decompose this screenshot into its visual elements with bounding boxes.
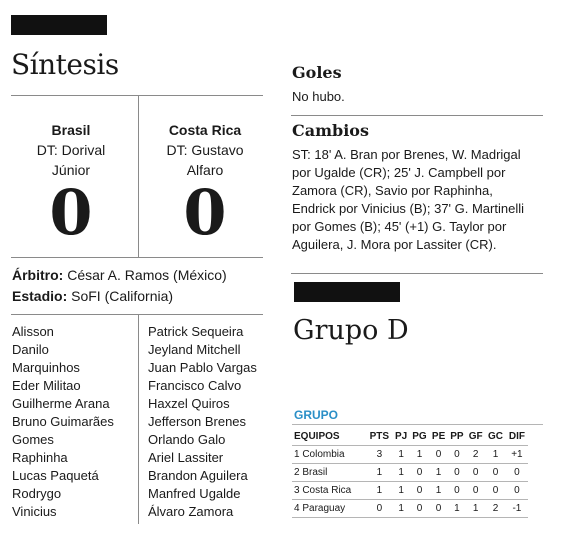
away-score: 0: [183, 176, 227, 249]
list-item: Gomes: [12, 432, 54, 447]
table-header-row: [292, 427, 528, 446]
table-cell: 1: [393, 482, 410, 500]
table-row: [292, 482, 528, 500]
standings-label: GRUPO: [294, 408, 339, 422]
table-cell: 0: [429, 500, 447, 518]
table-cell: 3 Costa Rica: [292, 482, 366, 500]
table-cell: 0: [485, 464, 506, 482]
list-item: Marquinhos: [12, 360, 80, 375]
list-item: Jefferson Brenes: [148, 414, 247, 429]
column-header: PE: [431, 430, 446, 442]
divider: [11, 257, 263, 258]
column-header: GF: [468, 430, 483, 442]
table-row: [292, 500, 528, 518]
cambios-line: por Ugalde (CR); 25' J. Campbell por: [292, 165, 506, 180]
referee-value: César A. Ramos (México): [67, 267, 227, 283]
list-item: Raphinha: [12, 450, 68, 465]
list-item: Vinicius: [12, 504, 57, 519]
table-cell: 1: [393, 446, 410, 464]
list-item: Alisson: [12, 324, 54, 339]
cambios-heading: Cambios: [292, 121, 369, 140]
column-header: GC: [487, 430, 503, 442]
table-cell: 0: [366, 500, 393, 518]
list-item: Jeyland Mitchell: [148, 342, 241, 357]
list-item: Haxzel Quiros: [148, 396, 230, 411]
cambios-line: Aguilera, J. Mora por Lassiter (CR).: [292, 237, 497, 252]
home-team-name: Brasil: [51, 122, 91, 138]
home-lineup: [12, 323, 114, 521]
grupo-title: Grupo D: [293, 315, 409, 346]
list-item: Brandon Aguilera: [148, 468, 248, 483]
section-header-bar: [294, 282, 400, 302]
list-item: Rodrygo: [12, 486, 62, 501]
column-header: DIF: [508, 430, 525, 442]
table-cell: 1: [393, 500, 410, 518]
table-cell: -1: [506, 500, 528, 518]
divider: [11, 95, 263, 96]
table-cell: 0: [506, 482, 528, 500]
stadium-line: [12, 286, 173, 306]
table-cell: +1: [506, 446, 528, 464]
divider: [292, 424, 543, 425]
divider: [138, 314, 139, 524]
divider: [291, 273, 543, 274]
stadium-value: SoFI (California): [71, 288, 174, 304]
table-cell: 1: [410, 446, 430, 464]
goles-heading: Goles: [292, 63, 342, 82]
table-cell: 2: [466, 446, 485, 464]
table-cell: 4 Paraguay: [292, 500, 366, 518]
table-row: [292, 464, 528, 482]
column-header: EQUIPOS: [294, 430, 340, 442]
list-item: Francisco Calvo: [148, 378, 242, 393]
column-header: PG: [412, 430, 427, 442]
cambios-text: [292, 146, 524, 254]
cambios-line: Endrick por Vinicius (B); 37' G. Martinelli: [292, 201, 524, 216]
table-cell: 0: [485, 482, 506, 500]
cambios-line: ST: 18' A. Bran por Brenes, W. Madrigal: [292, 147, 521, 162]
away-team-block: [145, 120, 265, 249]
column-header: PJ: [395, 430, 408, 442]
home-coach: DT: Dorival: [36, 142, 106, 158]
divider: [138, 95, 139, 257]
cambios-line: por Gomes (B); 45' (+1) G. Taylor por: [292, 219, 507, 234]
table-cell: 1: [485, 446, 506, 464]
table-cell: 1: [429, 482, 447, 500]
home-coach-cont: Júnior: [51, 162, 91, 178]
table-cell: 0: [466, 482, 485, 500]
divider: [11, 314, 263, 315]
table-cell: 1: [366, 464, 393, 482]
standings-table: [292, 427, 528, 518]
away-team-name: Costa Rica: [168, 122, 242, 138]
list-item: Guilherme Arana: [12, 396, 110, 411]
table-cell: 0: [448, 446, 466, 464]
goles-text: No hubo.: [292, 89, 345, 104]
table-cell: 0: [466, 464, 485, 482]
home-team-block: [11, 120, 131, 249]
table-cell: 0: [506, 464, 528, 482]
table-cell: 1: [429, 464, 447, 482]
list-item: Danilo: [12, 342, 49, 357]
list-item: Eder Militao: [12, 378, 81, 393]
list-item: Patrick Sequeira: [148, 324, 244, 339]
table-cell: 0: [410, 482, 430, 500]
list-item: Lucas Paquetá: [12, 468, 99, 483]
table-cell: 1: [366, 482, 393, 500]
list-item: Orlando Galo: [148, 432, 226, 447]
sintesis-title: Síntesis: [11, 48, 119, 81]
table-cell: 1: [393, 464, 410, 482]
table-cell: 1 Colombia: [292, 446, 366, 464]
table-cell: 0: [429, 446, 447, 464]
table-cell: 0: [448, 464, 466, 482]
table-cell: 3: [366, 446, 393, 464]
table-cell: 0: [410, 464, 430, 482]
table-cell: 2 Brasil: [292, 464, 366, 482]
section-header-bar: [11, 15, 107, 35]
table-cell: 1: [466, 500, 485, 518]
away-coach-cont: Alfaro: [186, 162, 224, 178]
stadium-label: Estadio:: [12, 288, 68, 304]
home-score: 0: [49, 176, 93, 249]
column-header: PTS: [369, 430, 390, 442]
away-coach: DT: Gustavo: [166, 142, 244, 158]
divider: [291, 115, 543, 116]
list-item: Álvaro Zamora: [148, 504, 234, 519]
cambios-line: Zamora (CR), Savio por Raphinha,: [292, 183, 493, 198]
column-header: PP: [450, 430, 464, 442]
list-item: Ariel Lassiter: [148, 450, 224, 465]
list-item: Bruno Guimarães: [12, 414, 114, 429]
table-cell: 0: [410, 500, 430, 518]
list-item: Manfred Ugalde: [148, 486, 241, 501]
table-cell: 1: [448, 500, 466, 518]
away-lineup: [148, 323, 257, 521]
list-item: Juan Pablo Vargas: [148, 360, 257, 375]
referee-line: [12, 265, 227, 285]
table-cell: 0: [448, 482, 466, 500]
table-row: [292, 446, 528, 464]
table-cell: 2: [485, 500, 506, 518]
referee-label: Árbitro:: [12, 267, 64, 283]
